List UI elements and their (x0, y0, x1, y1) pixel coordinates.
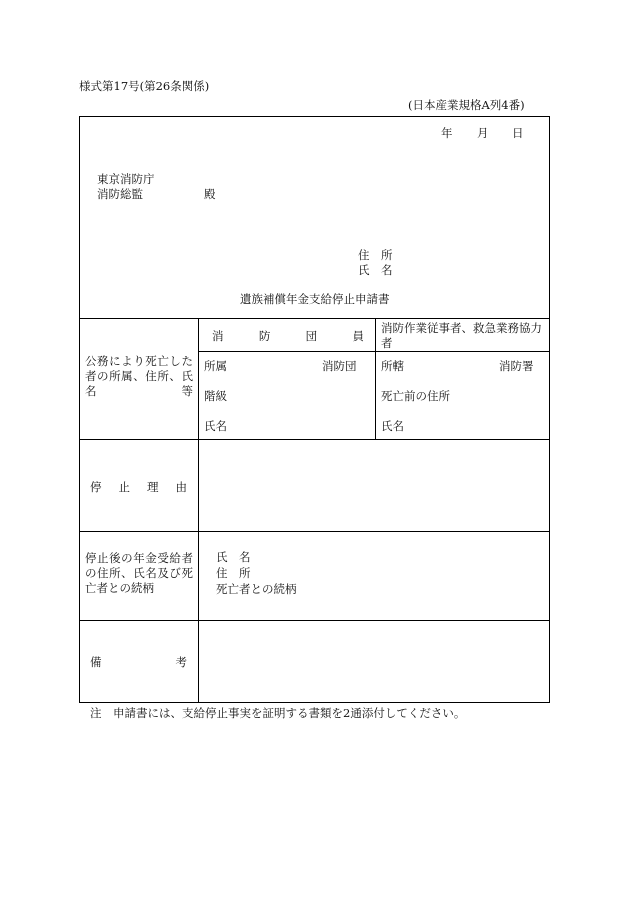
stop-reason-char: 停 (90, 480, 102, 494)
deceased-name-label-left: 氏名 (204, 419, 227, 433)
deceased-name-label-right: 氏名 (381, 419, 404, 433)
rule-top-section (80, 318, 549, 319)
rule-subheader (199, 351, 549, 352)
remarks-label (90, 654, 187, 670)
rule-deceased-bottom (80, 439, 549, 440)
recipient-relation-label: 死亡者との続柄 (216, 582, 297, 596)
fire-corps-header-char: 員 (352, 329, 364, 343)
fire-corps-member-header (212, 328, 364, 344)
footnote: 注 申請書には、支給停止事実を証明する書類を2通添付してください。 (90, 706, 466, 720)
form-title: 遺族補償年金支給停止申請書 (240, 292, 390, 306)
addressee-org: 東京消防庁 (97, 172, 155, 186)
fire-corps-suffix: 消防団 (322, 359, 357, 373)
date-month-label: 月 (477, 126, 489, 140)
date-year-label: 年 (441, 126, 453, 140)
address-before-death-label: 死亡前の住所 (381, 389, 450, 403)
rule-recipient-bottom (80, 620, 549, 621)
addressee-honorific: 殿 (204, 187, 216, 201)
affiliation-label: 所属 (204, 359, 227, 373)
fire-corps-header-char: 団 (305, 329, 318, 343)
fire-station-suffix: 消防署 (499, 359, 534, 373)
rule-label-column (198, 318, 199, 702)
applicant-address-label: 住 所 (358, 248, 393, 262)
stop-reason-char: 由 (175, 480, 187, 494)
application-form (79, 116, 550, 703)
paper-size-note: (日本産業規格A列4番) (408, 98, 525, 112)
other-worker-header: 消防作業従事者、救急業務協力者 (381, 321, 542, 350)
deceased-row-label: 公務により死亡した者の所属、住所、氏名等 (85, 354, 193, 398)
rule-reason-bottom (80, 531, 549, 532)
rank-label: 階級 (204, 389, 227, 403)
stop-reason-char: 理 (147, 480, 159, 494)
fire-corps-header-char: 防 (258, 329, 271, 343)
recipient-address-label: 住 所 (216, 566, 251, 580)
jurisdiction-label: 所轄 (381, 359, 404, 373)
applicant-name-label: 氏 名 (358, 263, 393, 277)
addressee-title: 消防総監 (97, 187, 143, 201)
stop-reason-label (90, 479, 187, 495)
recipient-row-label: 停止後の年金受給者の住所、氏名及び死亡者との続柄 (85, 551, 193, 595)
remarks-char: 考 (175, 655, 187, 669)
stop-reason-char: 止 (118, 480, 130, 494)
remarks-char: 備 (90, 655, 102, 669)
fire-corps-header-char: 消 (212, 329, 224, 343)
date-day-label: 日 (512, 126, 524, 140)
form-number: 様式第17号(第26条関係) (79, 79, 210, 93)
rule-deceased-split (375, 318, 376, 439)
recipient-name-label: 氏 名 (216, 550, 251, 564)
